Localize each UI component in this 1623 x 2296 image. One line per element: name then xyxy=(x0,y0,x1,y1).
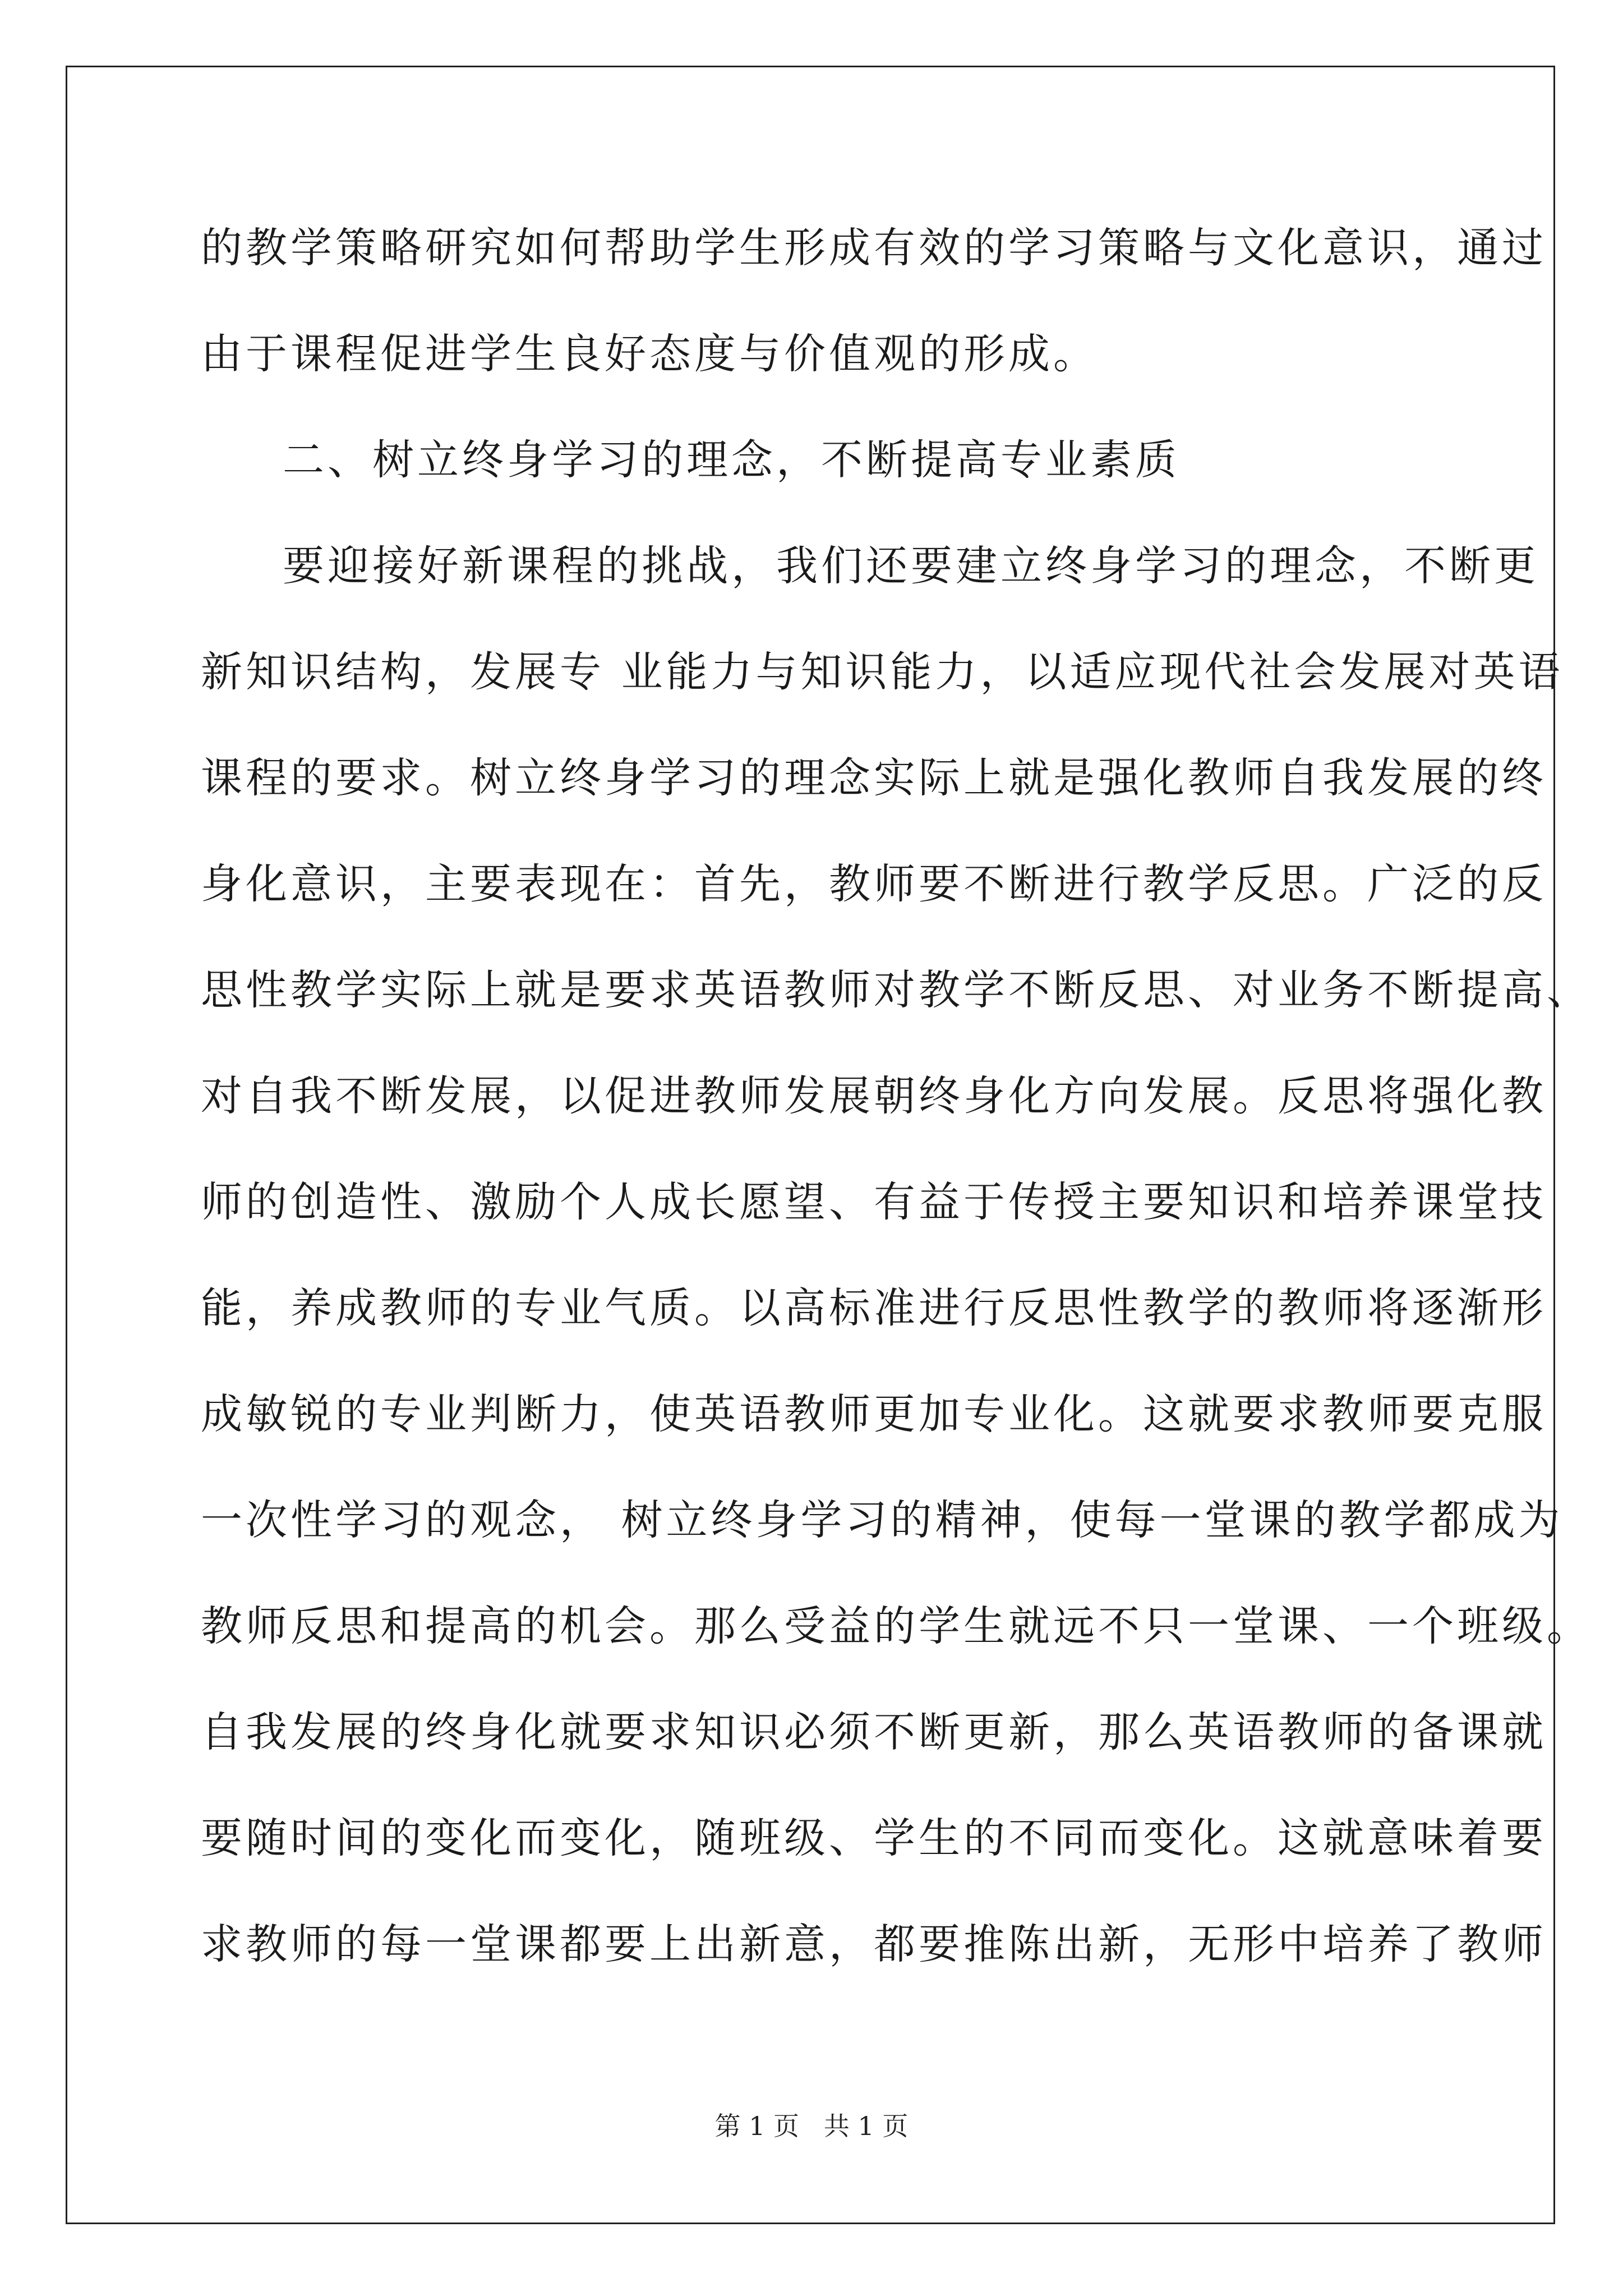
text-line: 一次性学习的观念， 树立终身学习的精神，使每一堂课的教学都成为 xyxy=(201,1496,1564,1544)
page-number-footer: 第 1 页 共 1 页 xyxy=(714,2111,909,2141)
text-line: 求教师的每一堂课都要上出新意，都要推陈出新，无形中培养了教师 xyxy=(201,1920,1547,1968)
text-line: 由于课程促进学生良好态度与价值观的形成。 xyxy=(201,330,1098,378)
text-line: 对自我不断发展，以促进教师发展朝终身化方向发展。反思将强化教 xyxy=(201,1072,1547,1120)
text-line: 的教学策略研究如何帮助学生形成有效的学习策略与文化意识，通过 xyxy=(201,224,1547,272)
text-line: 教师反思和提高的机会。那么受益的学生就远不只一堂课、一个班级。 xyxy=(201,1602,1592,1650)
text-line: 思性教学实际上就是要求英语教师对教学不断反思、对业务不断提高、 xyxy=(201,966,1592,1014)
text-line: 要随时间的变化而变化，随班级、学生的不同而变化。这就意味着要 xyxy=(201,1814,1547,1862)
document-body xyxy=(201,209,1592,2011)
text-line: 师的创造性、激励个人成长愿望、有益于传授主要知识和培养课堂技 xyxy=(201,1178,1547,1226)
text-line: 自我发展的终身化就要求知识必须不断更新，那么英语教师的备课就 xyxy=(201,1708,1547,1756)
section-heading: 二、树立终身学习的理念，不断提高专业素质 xyxy=(283,436,1180,484)
text-line: 身化意识，主要表现在：首先，教师要不断进行教学反思。广泛的反 xyxy=(201,860,1547,908)
text-line: 课程的要求。树立终身学习的理念实际上就是强化教师自我发展的终 xyxy=(201,754,1547,802)
text-line: 成敏锐的专业判断力，使英语教师更加专业化。这就要求教师要克服 xyxy=(201,1390,1547,1438)
text-line: 能，养成教师的专业气质。以高标准进行反思性教学的教师将逐渐形 xyxy=(201,1284,1547,1332)
text-line: 新知识结构，发展专 业能力与知识能力，以适应现代社会发展对英语 xyxy=(201,648,1564,696)
text-line: 要迎接好新课程的挑战，我们还要建立终身学习的理念，不断更 xyxy=(283,542,1539,590)
